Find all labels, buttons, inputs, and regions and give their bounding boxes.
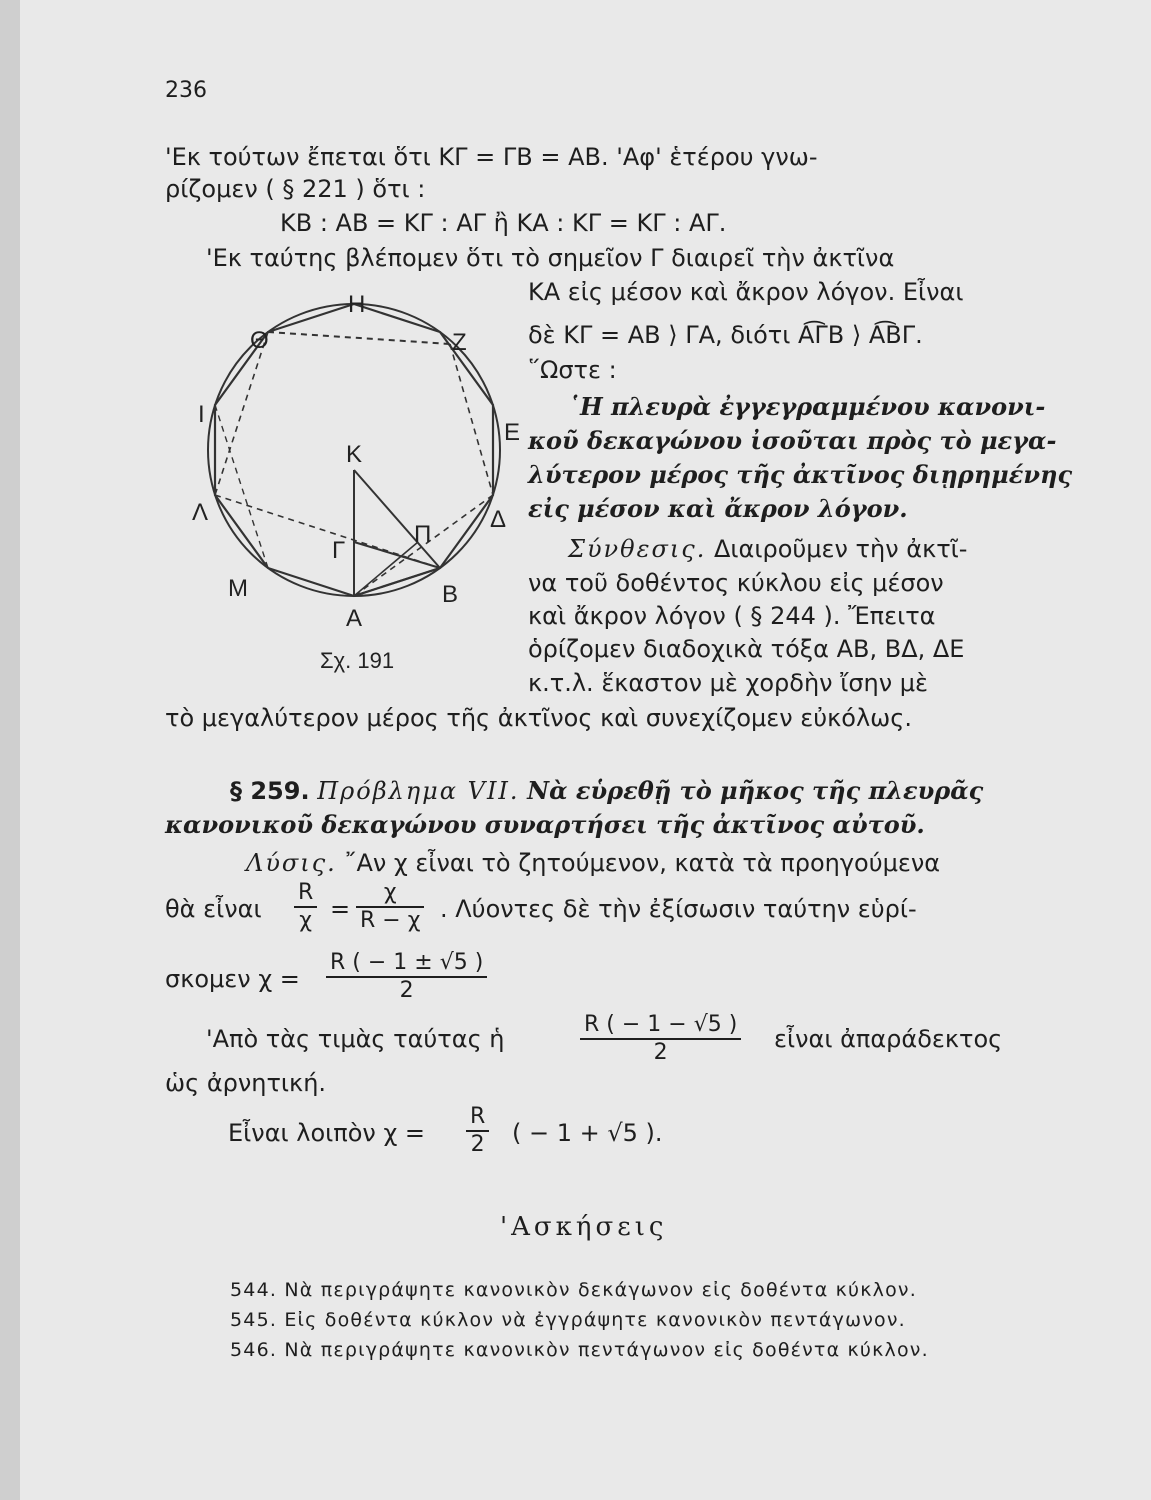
synthesis-line-3: καὶ ἄκρον λόγον ( § 244 ). Ἔπειτα <box>528 602 936 630</box>
fraction-2-denominator: R − χ <box>360 908 421 933</box>
problem-text-2: κανονικοῦ δεκαγώνου συναρτήσει τῆς ἀκτῖνος αὐτοῦ. <box>165 810 925 839</box>
synthesis-line-4: ὁρίζομεν διαδοχικὰ τόξα ΑΒ, ΒΔ, ΔΕ <box>528 635 965 663</box>
equation-proportion: ΚΒ : ΑΒ = ΚΓ : ΑΓ ἢ ΚΑ : ΚΓ = ΚΓ : ΑΓ. <box>280 209 727 237</box>
theorem-line-3: λύτερον μέρος τῆς ἀκτῖνος διῃρημένης <box>528 460 1073 489</box>
solution-label: Λύσις. <box>246 849 337 877</box>
fraction-r-over-x <box>294 880 317 934</box>
synthesis-label: Σύνθεσις. <box>568 535 707 563</box>
label-E: Ε <box>504 419 521 446</box>
fraction-3-denominator: 2 <box>399 978 414 1003</box>
solution-text-6a: Εἶναι λοιπὸν χ = <box>228 1119 426 1147</box>
figure-caption: Σχ. 191 <box>320 648 395 673</box>
text-line-7: ῞Ωστε : <box>528 356 617 384</box>
solution-text-4b: εἶναι ἀπαράδεκτος <box>774 1025 1003 1053</box>
equals-sign: = <box>330 895 351 923</box>
theorem-line-4: εἰς μέσον καὶ ἄκρον λόγον. <box>528 494 908 523</box>
label-K: Κ <box>346 441 363 468</box>
solution-line-1 <box>246 848 940 878</box>
fraction-negative-root <box>580 1012 741 1066</box>
label-I: Ι <box>198 401 205 428</box>
exercises-heading: 'Ασκήσεις <box>500 1212 668 1242</box>
fraction-roots <box>326 950 487 1004</box>
text-line-2: ρίζομεν ( § 221 ) ὅτι : <box>165 175 426 203</box>
label-Gamma: Γ <box>332 537 346 564</box>
label-Delta: Δ <box>490 506 507 533</box>
label-Z: Z <box>452 329 467 356</box>
book-page <box>20 0 1151 1500</box>
solution-text-2b: . Λύοντες δὲ τὴν ἐξίσωσιν ταύτην εὑρί- <box>440 895 917 923</box>
problem-number: § 259. <box>230 777 310 805</box>
synthesis-line-2: να τοῦ δοθέντος κύκλου εἰς μέσον <box>528 569 944 597</box>
page-number: 236 <box>165 78 207 103</box>
fraction-1-denominator: χ <box>299 908 312 933</box>
problem-heading-line-1 <box>230 776 983 806</box>
problem-text-1: Νὰ εὑρεθῇ τὸ μῆκος τῆς πλευρᾶς <box>527 776 984 805</box>
fraction-x-over-r-minus-x <box>356 880 424 934</box>
exercise-545: 545. Εἰς δοθέντα κύκλον νὰ ἐγγράψητε κανονικὸν πεντάγωνον. <box>230 1309 906 1331</box>
text-line-4: 'Εκ ταύτης βλέπομεν ὅτι τὸ σημεῖον Γ διαιρεῖ τὴν ἀκτῖνα <box>206 244 895 272</box>
solution-text-6b: ( − 1 + √5 ). <box>512 1119 663 1147</box>
exercise-546: 546. Νὰ περιγράψητε κανονικὸν πεντάγωνον εἰς δοθέντα κύκλον. <box>230 1339 929 1361</box>
text-line-6: δὲ ΚΓ = ΑΒ ⟩ ΓΑ, διότι Α͡ΓΒ ⟩ Α͡ΒΓ. <box>528 321 923 349</box>
solution-text-1: ῎Αν χ εἶναι τὸ ζητούμενον, κατὰ τὰ προηγούμενα <box>344 849 941 877</box>
fraction-3-numerator: R ( − 1 ± √5 ) <box>326 950 487 978</box>
label-Pi: Π <box>414 521 432 548</box>
fraction-2-numerator: χ <box>356 880 424 908</box>
chord-theta-z <box>268 332 450 344</box>
solution-text-3a: σκομεν χ = <box>165 965 300 993</box>
fraction-r-over-2 <box>466 1104 489 1158</box>
label-A: Α <box>346 605 363 632</box>
fraction-4-denominator: 2 <box>653 1040 668 1065</box>
synthesis-line-6: τὸ μεγαλύτερον μέρος τῆς ἀκτῖνος καὶ συνεχίζομεν εὐκόλως. <box>165 704 912 732</box>
label-M: Μ <box>228 575 248 602</box>
label-Lambda: Λ <box>192 499 209 526</box>
synthesis-line-5: κ.τ.λ. ἕκαστον μὲ χορδὴν ἴσην μὲ <box>528 669 929 697</box>
label-B: Β <box>442 581 459 608</box>
solution-text-2a: θὰ εἶναι <box>165 895 262 923</box>
synthesis-text-1: Διαιροῦμεν τὴν ἀκτῖ- <box>713 535 968 563</box>
text-line-5: ΚΑ εἰς μέσον καὶ ἄκρον λόγον. Εἶναι <box>528 278 964 306</box>
fraction-4-numerator: R ( − 1 − √5 ) <box>580 1012 741 1040</box>
label-Theta: Θ <box>250 327 269 354</box>
segment-a-b <box>354 568 440 596</box>
theorem-line-2: κοῦ δεκαγώνου ἰσοῦται πρὸς τὸ μεγα- <box>528 426 1057 455</box>
chord-z-delta <box>450 344 493 495</box>
fraction-5-numerator: R <box>466 1104 489 1132</box>
theorem-line-1: ῾Η πλευρὰ ἐγγεγραμμένου κανονι- <box>568 392 1046 421</box>
synthesis-line-1 <box>568 534 967 564</box>
exercise-544: 544. Νὰ περιγράψητε κανονικὸν δεκάγωνον εἰς δοθέντα κύκλον. <box>230 1279 917 1301</box>
problem-label: Πρόβλημα VII. <box>317 777 520 805</box>
text-line-1: 'Εκ τούτων ἔπεται ὅτι ΚΓ = ΓΒ = ΑΒ. 'Αφ' ἑτέρου γνω- <box>165 143 818 171</box>
fraction-1-numerator: R <box>294 880 317 908</box>
solution-text-4a: 'Απὸ τὰς τιμὰς ταύτας ἡ <box>206 1025 505 1053</box>
solution-text-5: ὡς ἀρνητική. <box>165 1069 327 1097</box>
fraction-5-denominator: 2 <box>470 1132 485 1157</box>
label-H: Η <box>348 291 366 318</box>
figure-decagon <box>170 290 530 680</box>
